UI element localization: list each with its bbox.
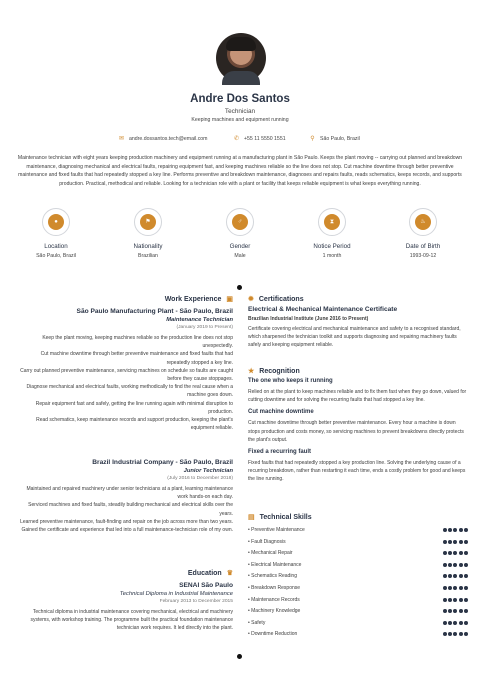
recognition-text: Fixed faults that had repeatedly stopped a key production line. Solving the underlying cause of a recurring breakdown, rather than restarting it each time, ends a costly problem for good and keeps the line running. (248, 460, 466, 483)
skill-level-dots (443, 598, 468, 602)
job-title: Junior Technician (183, 468, 233, 474)
cake-icon: ♨ (415, 214, 431, 230)
skill-level-dots (443, 621, 468, 625)
recognition-title: Cut machine downtime (248, 409, 314, 416)
skill-level-dot (443, 632, 447, 636)
skill-level-dot (443, 609, 447, 613)
skill-row (248, 631, 468, 643)
skill-level-dot (453, 551, 457, 555)
skill-level-dot (453, 598, 457, 602)
job-company: Brazil Industrial Company - São Paulo, Brazil (92, 459, 233, 466)
fact-label: Nationality (133, 243, 163, 250)
gear-icon: ✹ (248, 296, 254, 303)
skill-level-dot (464, 528, 468, 532)
divider-dot (237, 285, 242, 290)
skill-level-dot (464, 574, 468, 578)
fact-value: 1993-09-12 (409, 253, 437, 259)
section-title: Certifications (258, 295, 304, 303)
job-title: Maintenance Technician (166, 317, 233, 323)
fact-value: 1 month (322, 253, 342, 259)
skill-level-dot (459, 609, 463, 613)
fact-notice-period (292, 208, 372, 259)
divider-dot (237, 654, 242, 659)
skill-row (248, 597, 468, 609)
toolbox-icon: ▤ (248, 514, 255, 521)
job-bullet: Read schematics, keep maintenance records and support production, keeping the plant's equipment reliable. (36, 417, 233, 432)
skill-level-dots (443, 563, 468, 567)
skill-row (248, 620, 468, 632)
skill-level-dot (448, 551, 452, 555)
location-icon: ● (48, 214, 64, 230)
skill-level-dot (443, 551, 447, 555)
skill-level-dot (448, 563, 452, 567)
skill-level-dot (464, 551, 468, 555)
skill-level-dot (464, 540, 468, 544)
personal-facts (0, 208, 480, 264)
skill-row (248, 608, 468, 620)
job-dates: (July 2016 to December 2018) (167, 476, 233, 481)
skill-level-dot (448, 609, 452, 613)
fact-value: Male (234, 253, 246, 259)
contact-phone[interactable] (233, 135, 286, 142)
skill-level-dot (464, 598, 468, 602)
skill-level-dot (448, 574, 452, 578)
skill-level-dot (453, 574, 457, 578)
skill-level-dots (443, 632, 468, 636)
skill-level-dot (443, 528, 447, 532)
fact-location (16, 208, 96, 259)
skill-level-dot (453, 528, 457, 532)
job-bullet: Carry out planned preventive maintenance, servicing machines on schedule so faults are caught before they cause stoppages. (20, 367, 233, 383)
skill-level-dots (443, 574, 468, 578)
mail-icon: ✉ (118, 136, 125, 142)
skill-name: • Fault Diagnosis (248, 538, 286, 545)
skill-name: • Safety (248, 619, 266, 626)
fact-value: São Paulo, Brazil (36, 253, 76, 259)
skill-name: • Maintenance Records (248, 596, 300, 603)
skill-name: • Mechanical Repair (248, 550, 293, 557)
contact-email-text: andre.dossantos.tech@email.com (129, 135, 208, 142)
phone-icon: ✆ (233, 136, 240, 142)
job-entry (16, 459, 233, 534)
education-text: Technical diploma in industrial maintenance covering mechanical, electrical and machinery systems, with workshop training. The programme built the practical foundation maintenance technician work requires. It led directly into the plant. (30, 609, 233, 632)
skill-level-dot (443, 598, 447, 602)
person-icon: ♂ (232, 214, 248, 230)
skill-level-dot (464, 586, 468, 590)
skill-name: • Breakdown Response (248, 584, 301, 591)
fact-label: Gender (229, 243, 251, 250)
recognition-title: Fixed a recurring fault (248, 449, 312, 456)
skill-level-dot (453, 609, 457, 613)
section-title: Education (187, 569, 222, 577)
skill-level-dot (443, 621, 447, 625)
skill-level-dot (453, 586, 457, 590)
skill-level-dot (459, 621, 463, 625)
skill-level-dot (448, 598, 452, 602)
job-bullet: Cut machine downtime through better preventive maintenance and fixed faults that had repeatedly stopped a key line. (40, 351, 233, 366)
certificate-title: Electrical & Mechanical Maintenance Certificate (248, 306, 398, 313)
contact-email[interactable] (118, 135, 208, 142)
certificate-issuer: Brazilian Industrial Institute (June 2016 to Present) (248, 316, 369, 322)
skill-row (248, 562, 468, 574)
skill-level-dot (464, 632, 468, 636)
skill-level-dot (443, 586, 447, 590)
recognition-section (248, 367, 468, 484)
skill-level-dot (464, 621, 468, 625)
skill-level-dot (464, 609, 468, 613)
skill-level-dot (459, 574, 463, 578)
certifications-section (248, 295, 468, 350)
fact-nationality (108, 208, 188, 259)
skill-level-dot (459, 540, 463, 544)
skill-name: • Electrical Maintenance (248, 561, 302, 568)
candidate-tagline: Keeping machines and equipment running (191, 117, 289, 123)
skill-level-dot (448, 528, 452, 532)
fact-label: Date of Birth (405, 243, 441, 250)
candidate-role: Technician (224, 108, 256, 115)
technical-skills-section (248, 513, 468, 643)
skill-level-dot (453, 632, 457, 636)
section-title: Work Experience (164, 295, 222, 303)
skill-name: • Downtime Reduction (248, 631, 298, 638)
skill-level-dot (448, 621, 452, 625)
flag-icon: ⚑ (140, 214, 156, 230)
skill-level-dot (453, 540, 457, 544)
skill-level-dot (453, 563, 457, 567)
skill-row (248, 539, 468, 551)
skill-level-dot (453, 621, 457, 625)
recognition-text: Relied on at the plant to keep machines reliable and to fix them fast when they go down, valued for cutting downtime and for solving the recurring faults that had stopped a key line. (248, 389, 467, 404)
skill-row (248, 573, 468, 585)
skill-level-dot (459, 551, 463, 555)
fact-label: Location (44, 243, 68, 250)
contact-location-text: São Paulo, Brazil (320, 135, 360, 142)
job-bullet: Repair equipment fast and safely, getting the line running again with minimal disruption to production. (35, 400, 233, 415)
program-name: Technical Diploma in Industrial Maintenance (119, 591, 233, 597)
recognition-text: Cut machine downtime through better preventive maintenance. Every hour a machine is down stops production and costs money, so servicing machines to prevent breakdowns directly protects the plant's output. (248, 420, 464, 443)
skill-level-dot (459, 586, 463, 590)
job-bullet: Diagnose mechanical and electrical faults, working methodically to find the real cause when a machine goes down. (26, 384, 233, 399)
contact-phone-text: +55 11 5550 1551 (244, 135, 286, 142)
job-company: São Paulo Manufacturing Plant - São Paulo, Brazil (76, 308, 233, 315)
skill-level-dots (443, 540, 468, 544)
skill-level-dot (443, 574, 447, 578)
fact-label: Notice Period (313, 243, 351, 250)
skill-level-dot (459, 528, 463, 532)
work-experience-section (16, 295, 233, 303)
skill-level-dot (443, 563, 447, 567)
skill-level-dot (443, 540, 447, 544)
skill-name: • Machinery Knowledge (248, 608, 301, 615)
skill-level-dot (459, 632, 463, 636)
location-pin-icon: ⚲ (310, 136, 315, 142)
education-dates: February 2013 to December 2015 (159, 599, 233, 604)
skills-list (248, 527, 468, 643)
hourglass-icon: ⧗ (324, 214, 340, 230)
fact-gender (200, 208, 280, 259)
skill-level-dot (448, 632, 452, 636)
skill-level-dot (448, 586, 452, 590)
job-dates: (January 2019 to Present) (176, 325, 233, 330)
avatar (216, 33, 266, 83)
skill-level-dots (443, 586, 468, 590)
profile-summary: Maintenance technician with eight years keeping production machinery and equipment running at a manufacturing plant in São Paulo. Keeps the plant moving -- carrying out planned and breakdown maintenance, diagnosing mechanical and electrical faults, repairing equipment fast, and keeping machines reliable so the line does not stop. Cut machine downtime through better preventive maintenance and fixed faults that had repeatedly stopped a key line. Performs preventive and breakdown maintenance, diagnoses and repairs faults, reads schematics, keeps records, and supports production. Practical, methodical and reliable. Looking for a technician role with a plant or facility that keeps reliable equipment is what keeps everything running. (17, 155, 463, 187)
section-title: Technical Skills (259, 513, 312, 521)
candidate-name: Andre Dos Santos (190, 93, 290, 105)
job-bullet: Maintained and repaired machinery under senior technicians at a plant, learning maintenance work hands-on each day. (26, 486, 233, 501)
skill-name: • Preventive Maintenance (248, 527, 305, 533)
job-bullet: Learned preventive maintenance, fault-finding and repair on the job across more than two years. (20, 518, 233, 525)
skill-level-dot (464, 563, 468, 567)
skill-level-dot (459, 598, 463, 602)
skill-level-dots (443, 609, 468, 613)
job-bullet: Gained the certificate and experience that led into a full maintenance-technician role of my own. (21, 527, 233, 534)
contact-bar (0, 135, 480, 145)
job-bullet: Serviced machines and fixed faults, steadily building mechanical and electrical skills over the years. (28, 502, 233, 517)
fact-date-of-birth (383, 208, 463, 259)
skill-level-dots (443, 551, 468, 555)
job-entry (16, 308, 233, 432)
certificate-text: Certificate covering electrical and mechanical maintenance and safety to a recognised standard, which sharpened the technician toolkit and supports diagnosing and repairing machinery faults safely and keeping equipment reliable. (248, 326, 461, 349)
skill-level-dot (459, 563, 463, 567)
star-icon: ★ (248, 368, 255, 375)
skill-level-dot (448, 540, 452, 544)
skill-name: • Schematics Reading (248, 573, 297, 580)
recognition-title: The one who keeps it running (248, 378, 333, 384)
skill-row (248, 527, 468, 539)
contact-location (309, 135, 360, 142)
briefcase-icon: ▣ (226, 296, 233, 303)
skill-row (248, 550, 468, 562)
school-name: SENAI São Paulo (179, 582, 233, 589)
section-title: Recognition (259, 367, 300, 375)
graduation-cap-icon: ♛ (226, 570, 233, 577)
job-bullet: Keep the plant moving, keeping machines reliable so the production line does not stop unexpectedly. (42, 335, 233, 350)
fact-value: Brazilian (138, 253, 158, 259)
skill-level-dots (443, 528, 468, 532)
education-section (16, 569, 233, 633)
skill-row (248, 585, 468, 597)
